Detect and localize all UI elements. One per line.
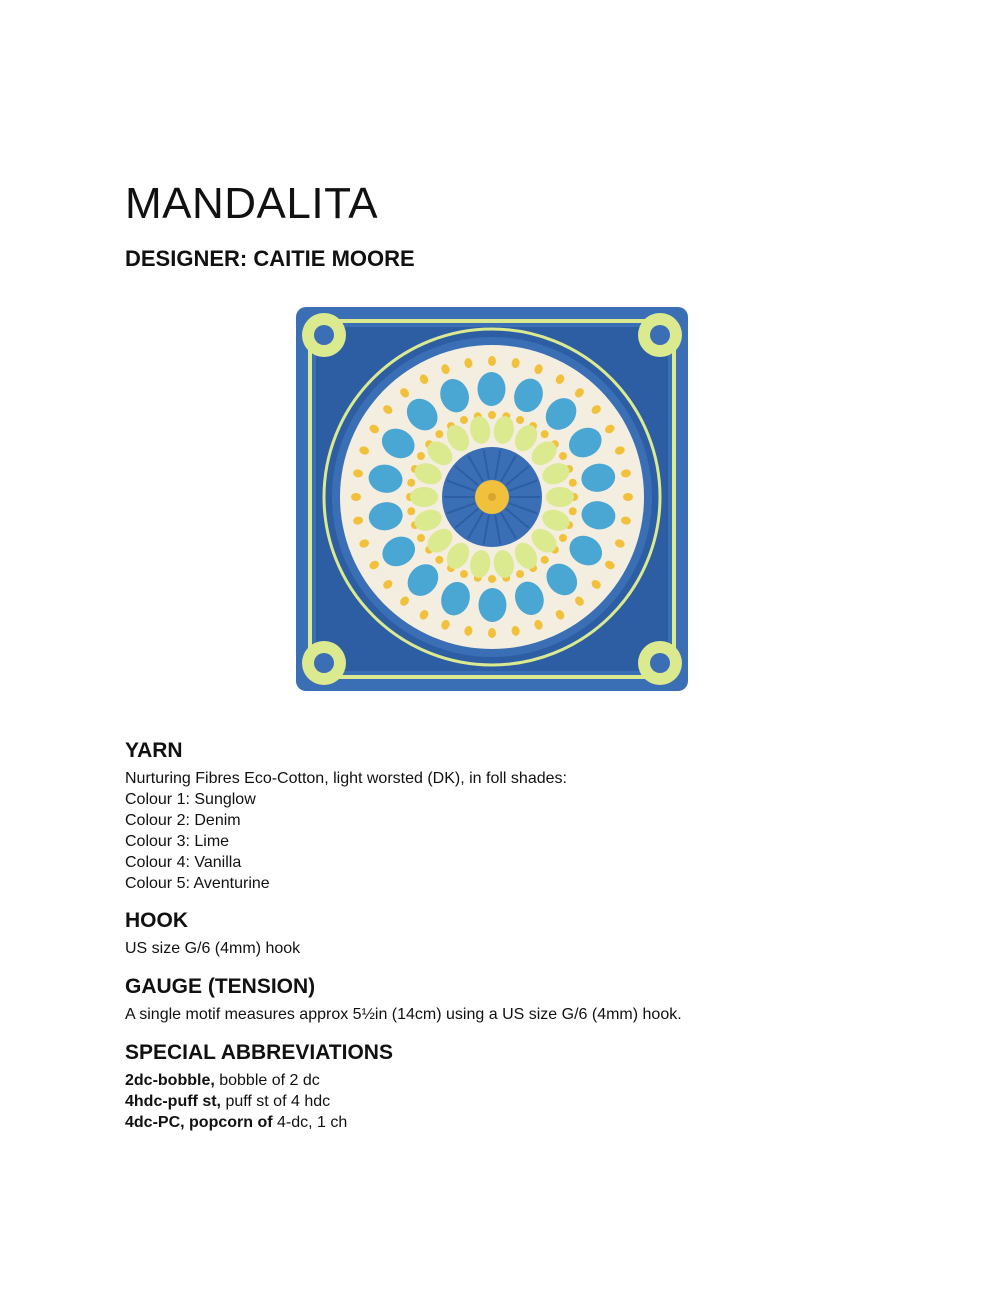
crochet-motif-image (294, 305, 690, 693)
gauge-section (125, 974, 682, 1025)
yarn-description: Nurturing Fibres Eco-Cotton, light worsted (DK), in foll shades: (125, 770, 567, 787)
abbreviations-section (125, 1040, 393, 1133)
abbreviation-item (125, 1091, 393, 1112)
yarn-colour-2: Colour 2: Denim (125, 812, 241, 829)
abbreviation-term: 4hdc-puff st, (125, 1093, 221, 1110)
yarn-section (125, 738, 567, 894)
abbreviation-definition: puff st of 4 hdc (221, 1093, 331, 1110)
abbreviation-definition: bobble of 2 dc (214, 1072, 320, 1089)
pattern-title: MANDALITA (125, 179, 379, 228)
abbreviation-term: 2dc-bobble, (125, 1072, 215, 1089)
yarn-colour-3: Colour 3: Lime (125, 833, 230, 850)
hook-text: US size G/6 (4mm) hook (125, 940, 301, 957)
yarn-colour-5: Colour 5: Aventurine (125, 875, 270, 892)
gauge-text: A single motif measures approx 5½in (14cm) using a US size G/6 (4mm) hook. (125, 1006, 682, 1023)
abbreviations-heading: SPECIAL ABBREVIATIONS (125, 1041, 393, 1064)
yarn-colour-1: Colour 1: Sunglow (125, 791, 256, 808)
hook-section (125, 908, 300, 959)
hook-heading: HOOK (125, 909, 188, 932)
gauge-heading: GAUGE (TENSION) (125, 975, 316, 998)
designer-credit: DESIGNER: CAITIE MOORE (125, 246, 415, 271)
abbreviation-definition: 4-dc, 1 ch (272, 1114, 348, 1131)
crochet-motif-icon (294, 305, 690, 693)
abbreviation-item (125, 1112, 393, 1133)
yarn-heading: YARN (125, 739, 183, 762)
yarn-colour-4: Colour 4: Vanilla (125, 854, 242, 871)
abbreviation-item (125, 1070, 393, 1091)
abbreviation-term: 4dc-PC, popcorn of (125, 1114, 273, 1131)
